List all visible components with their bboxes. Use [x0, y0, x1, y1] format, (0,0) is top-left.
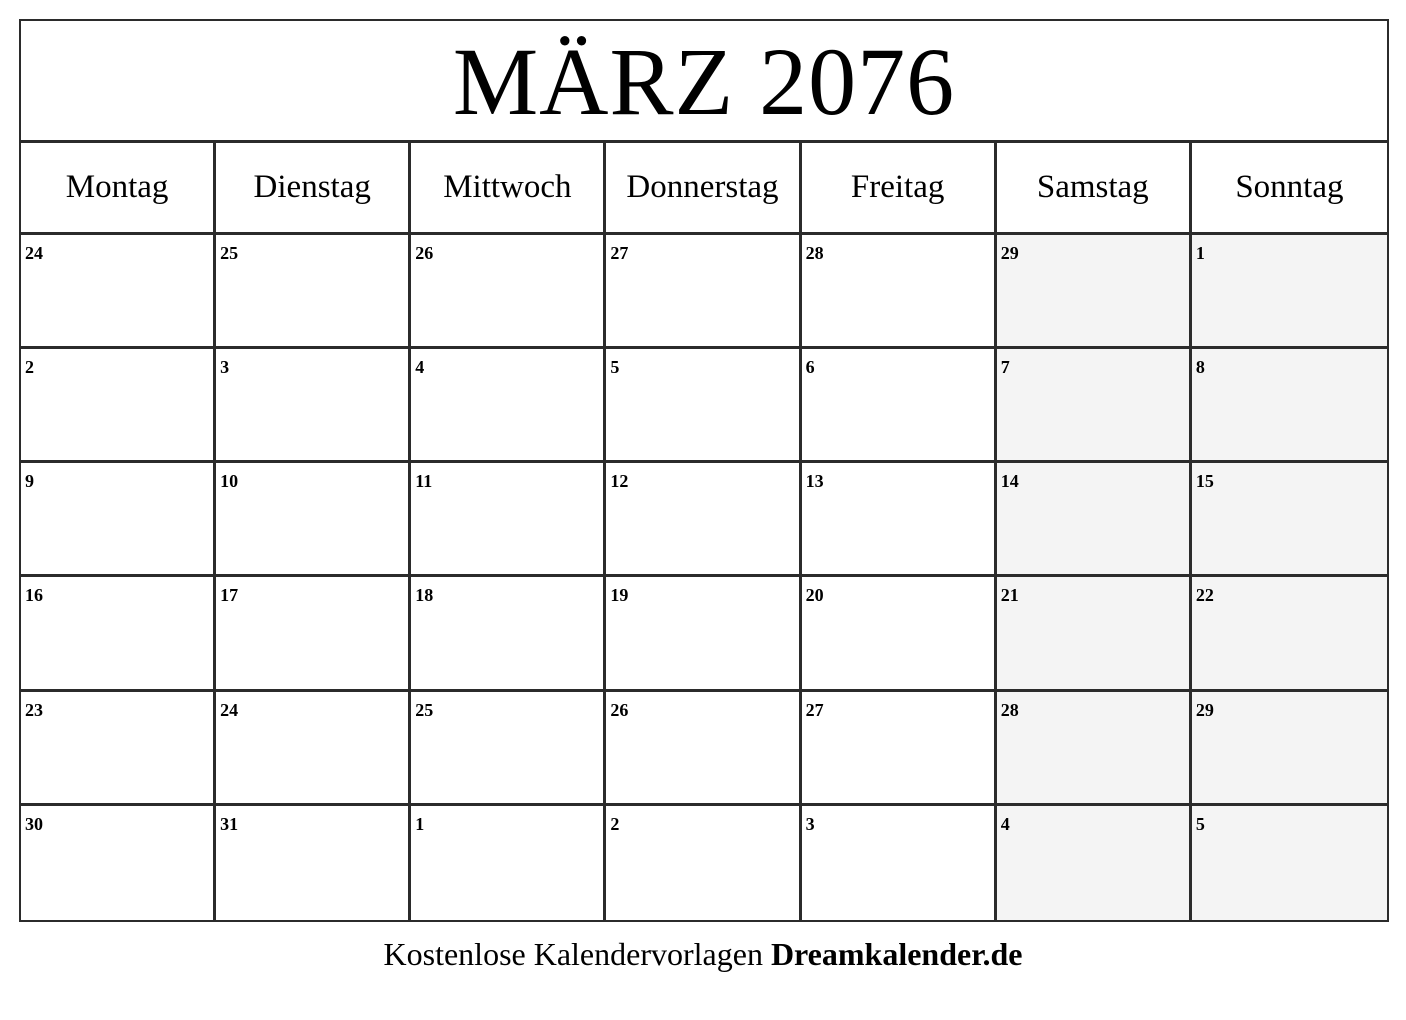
weekday-header-row: [21, 143, 1387, 235]
day-cell: [21, 235, 216, 349]
day-cell: [216, 349, 411, 463]
day-number: 30: [25, 813, 43, 834]
day-cell: [216, 235, 411, 349]
day-cell-weekend: [1192, 577, 1387, 691]
day-cell: [411, 577, 606, 691]
weekday-header-thursday: Donnerstag: [606, 143, 801, 232]
day-number: 13: [805, 471, 824, 492]
day-number: 1: [1195, 243, 1205, 263]
day-cell-weekend: [997, 349, 1192, 463]
day-cell: [606, 463, 801, 577]
day-cell: [216, 463, 411, 577]
day-number: 7: [1000, 357, 1010, 378]
calendar-title: MÄRZ 2076: [452, 27, 956, 135]
day-cell: [802, 806, 997, 920]
day-number: 31: [220, 813, 239, 834]
day-number: 18: [415, 585, 434, 606]
day-cell: [21, 692, 216, 806]
weekday-header-tuesday: Dienstag: [216, 143, 411, 232]
day-cell-weekend: [997, 235, 1192, 349]
day-number: 20: [805, 585, 824, 606]
day-number: 28: [1000, 699, 1019, 720]
day-cell: [21, 806, 216, 920]
day-number: 29: [1195, 699, 1214, 720]
day-number: 5: [610, 357, 620, 378]
day-number: 3: [805, 813, 815, 834]
weekday-header-saturday: Samstag: [997, 143, 1192, 232]
day-number: 4: [415, 357, 425, 378]
day-cell: [21, 577, 216, 691]
day-cell: [411, 349, 606, 463]
day-number: 15: [1195, 471, 1214, 492]
day-number: 26: [415, 243, 434, 263]
day-number: 12: [610, 471, 629, 492]
day-cell-weekend: [1192, 463, 1387, 577]
day-cell: [411, 463, 606, 577]
day-number: 21: [1000, 585, 1019, 606]
day-cell: [802, 692, 997, 806]
calendar: [19, 19, 1389, 922]
day-cell: [411, 806, 606, 920]
day-cell: [606, 235, 801, 349]
day-number: 29: [1000, 243, 1019, 263]
day-cell-weekend: [1192, 349, 1387, 463]
day-cell: [606, 577, 801, 691]
day-number: 25: [220, 243, 239, 263]
day-number: 25: [415, 699, 434, 720]
weekday-header-wednesday: Mittwoch: [411, 143, 606, 232]
day-cell: [411, 692, 606, 806]
day-number: 24: [25, 243, 43, 263]
day-number: 22: [1195, 585, 1214, 606]
day-cell: [802, 235, 997, 349]
day-number: 2: [25, 357, 34, 378]
day-number: 16: [25, 585, 43, 606]
day-cell: [411, 235, 606, 349]
day-cell: [802, 463, 997, 577]
day-number: 6: [805, 357, 815, 378]
day-cell-weekend: [1192, 692, 1387, 806]
day-number: 1: [415, 813, 425, 834]
day-number: 11: [415, 471, 433, 492]
day-number: 2: [610, 813, 620, 834]
day-number: 23: [25, 699, 43, 720]
day-grid: [21, 235, 1387, 920]
day-number: 14: [1000, 471, 1019, 492]
day-cell-weekend: [1192, 235, 1387, 349]
day-number: 27: [805, 699, 824, 720]
footer-text: Kostenlose Kalendervorlagen: [383, 936, 771, 972]
footer: [0, 936, 1406, 973]
day-cell: [21, 349, 216, 463]
footer-brand-link[interactable]: Dreamkalender.de: [770, 936, 1023, 972]
day-cell-weekend: [997, 806, 1192, 920]
day-number: 10: [220, 471, 239, 492]
day-number: 9: [25, 471, 34, 492]
day-cell: [802, 349, 997, 463]
day-cell: [216, 692, 411, 806]
day-cell: [606, 692, 801, 806]
day-cell: [21, 463, 216, 577]
day-number: 27: [610, 243, 629, 263]
day-number: 17: [220, 585, 239, 606]
day-cell-weekend: [997, 692, 1192, 806]
title-row: [21, 21, 1387, 143]
day-cell-weekend: [997, 463, 1192, 577]
day-cell: [216, 577, 411, 691]
day-number: 24: [220, 699, 239, 720]
weekday-header-monday: Montag: [21, 143, 216, 232]
day-number: 19: [610, 585, 629, 606]
weekday-header-friday: Freitag: [802, 143, 997, 232]
day-number: 3: [220, 357, 230, 378]
day-number: 8: [1195, 357, 1205, 378]
day-number: 5: [1195, 813, 1205, 834]
day-cell: [606, 806, 801, 920]
day-cell: [216, 806, 411, 920]
day-cell-weekend: [1192, 806, 1387, 920]
day-number: 4: [1000, 813, 1010, 834]
weekday-header-sunday: Sonntag: [1235, 169, 1344, 205]
day-cell: [802, 577, 997, 691]
day-cell-weekend: [997, 577, 1192, 691]
day-cell: [606, 349, 801, 463]
day-number: 26: [610, 699, 629, 720]
day-number: 28: [805, 243, 824, 263]
